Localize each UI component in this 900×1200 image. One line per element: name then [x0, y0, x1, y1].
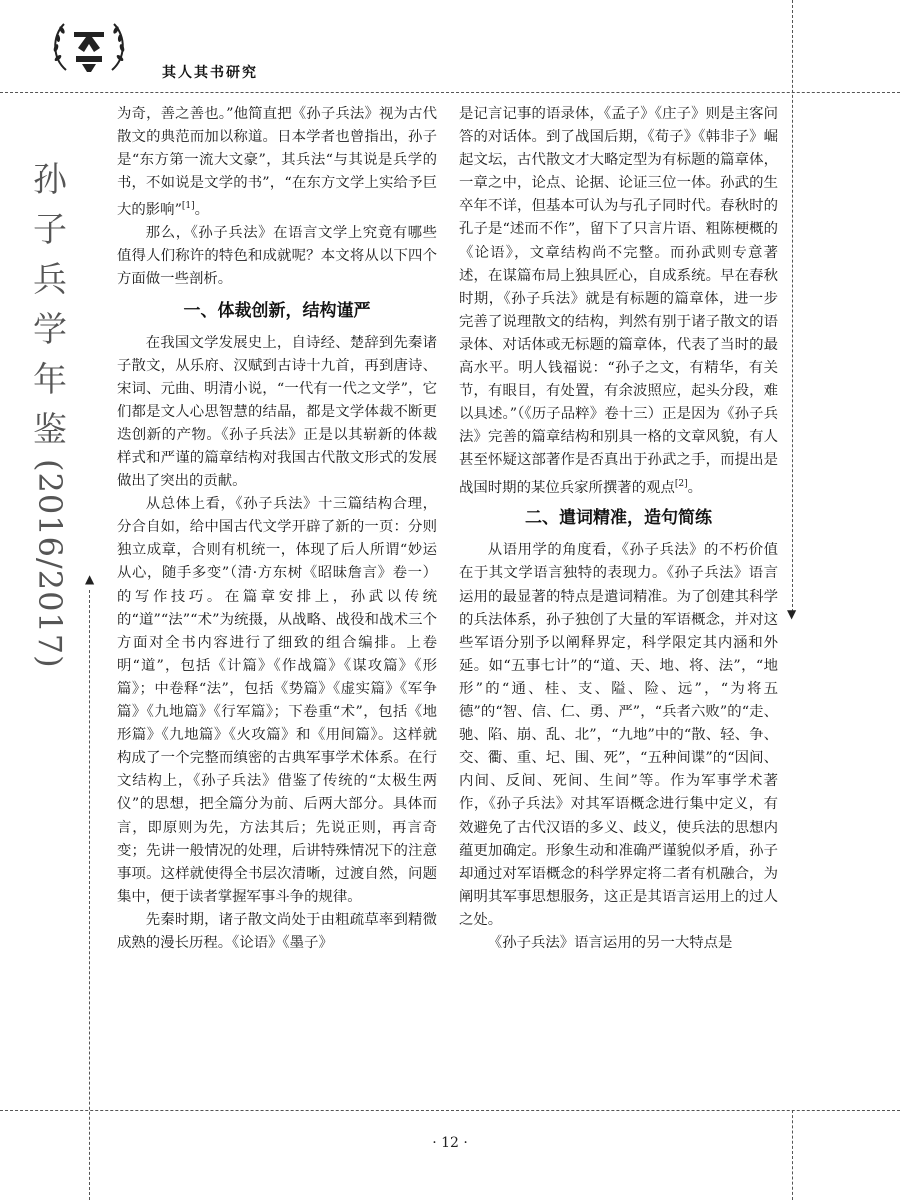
paragraph: [117, 103, 437, 222]
arrow-up-icon: ▲: [85, 572, 95, 586]
side-title-char: 年: [33, 360, 67, 400]
paragraph: 《孙子兵法》语言运用的另一大特点是: [487, 934, 733, 951]
paragraph-end: 。: [194, 202, 210, 219]
footer-divider: [0, 1110, 900, 1111]
citation-ref: [2]: [674, 478, 688, 489]
right-margin-guide: [792, 0, 793, 612]
paragraph: [459, 103, 778, 499]
paragraph-text: 为奇，善之善也。”他简直把《孙子兵法》视为古代散文的典范而加以称道。日本学者也曾指出，孙子是“东方第一流大文豪”，其兵法“与其说是兵学的书，不如说是文学的书”，“在东方文学上实给予巨大的影响”: [117, 106, 437, 219]
side-title-char: 子: [33, 210, 67, 250]
section-heading: 二、遣词精准，造句简练: [525, 508, 712, 529]
journal-logo-icon: [44, 18, 134, 78]
side-title-char: 孙: [33, 160, 67, 200]
arrow-down-icon: ▼: [787, 607, 797, 621]
right-column: [459, 103, 778, 955]
left-column: [117, 103, 437, 955]
right-margin-guide-bottom: [792, 1110, 793, 1200]
paragraph-end: 。: [687, 479, 703, 496]
paragraph: 在我国文学发展史上，自诗经、楚辞到先秦诸子散文，从乐府、汉赋到古诗十九首，再到唐诗、宋词、元曲、明清小说，“一代有一代之文学”，它们都是文人心思智慧的结晶，都是文学体裁不断更迭创新的产物。《孙子兵法》正是以其崭新的体裁样式和严谨的篇章结构对我国古代散文形式的发展做出了突出的贡献。: [117, 334, 437, 490]
section-label: 其人其书研究: [162, 65, 258, 81]
side-title: [22, 155, 78, 669]
side-title-year: (2016/2017): [31, 459, 69, 669]
paragraph: 那么，《孙子兵法》在语言文学上究竟有哪些值得人们称许的特色和成就呢？本文将从以下四个方面做一些剖析。: [117, 225, 437, 288]
paragraph-text: 是记言记事的语录体，《孟子》《庄子》则是主客问答的对话体。到了战国后期，《荀子》《韩非子》崛起文坛，古代散文才大略定型为有标题的篇章体，一章之中，论点、论据、论证三位一体。孙武的生卒年不详，但基本可认为与孔子同时代。春秋时的孔子是“述而不作”，留下了只言片语、粗陈梗概的《论语》，文章结构尚不完整。而孙武则专意著述，在谋篇布局上独具匠心，自成系统。早在春秋时期，《孙子兵法》就是有标题的篇章体，进一步完善了说理散文的结构，判然有别于诸子散文的语录体、对话体或无标题的篇章体，代表了当时的最高水平。明人钱福说：“孙子之文，有精华，有关节，有眼目，有处置，有余波照应，起头分段，难以具述。”（《历子品粹》卷十三）正是因为《孙子兵法》完善的篇章结构和别具一格的文章风貌，有人甚至怀疑这部著作是否真出于孙武之手，而提出是战国时期的某位兵家所撰著的观点: [459, 106, 778, 496]
paragraph: 先秦时期，诸子散文尚处于由粗疏草率到精微成熟的漫长历程。《论语》《墨子》: [117, 911, 437, 951]
citation-ref: [1]: [181, 201, 195, 212]
paragraph: 从语用学的角度看，《孙子兵法》的不朽价值在于其文学语言独特的表现力。《孙子兵法》语言运用的最显著的特点是遣词精准。为了创建其科学的兵法体系，孙子独创了大量的军语概念，并对这些军语分别予以阐释界定，科学限定其内涵和外延。如“五事七计”的“道、天、地、将、法”，“地形”的“通、桂、支、隘、险、远”，“为将五德”的“智、信、仁、勇、严”，“兵者六败”的“走、驰、陷、崩、乱、北”，“九地”中的“散、轻、争、交、衢、重、圮、围、死”，“五种间谍”的“因间、内间、反间、死间、生间”等。作为军事学术著作，《孙子兵法》对其军语概念进行集中定义，有效避免了古代汉语的多义、歧义，使兵法的思想内蕴更加确定。形象生动和准确严谨貌似矛盾，孙子却通过对军语概念的科学界定将二者有机融合，为阐明其军事思想服务，这正是其语言运用上的过人之处。: [459, 542, 778, 928]
side-title-char: 学: [33, 310, 67, 350]
section-heading: 一、体裁创新，结构谨严: [183, 300, 371, 321]
page-number: · 12 ·: [432, 1135, 468, 1151]
paragraph: 从总体上看，《孙子兵法》十三篇结构合理，分合自如，给中国古代文学开辟了新的一页：分则独立成章，合则有机统一，体现了后人所谓“妙运从心，随手多变”（清·方东树《昭昧詹言》卷一）的写作技巧。在篇章安排上，孙武以传统的“道”“法”“术”为统摄，从战略、战役和战术三个方面对全书内容进行了细致的组合编排。上卷明“道”，包括《计篇》《作战篇》《谋攻篇》《形篇》；中卷释“法”，包括《势篇》《虚实篇》《军争篇》《九地篇》《行军篇》；下卷重“术”，包括《地形篇》《九地篇》《火攻篇》和《用间篇》。这样就构成了一个完整而缜密的古典军事学术体系。在行文结构上，《孙子兵法》借鉴了传统的“太极生两仪”的思想，把全篇分为前、后两大部分。具体而言，即原则为先，方法其后；先说正则，再言奇变；先讲一般情况的处理，后讲特殊情况下的注意事项。这样就使得全书层次清晰，过渡自然，问题集中，便于读者掌握军事斗争的规律。: [117, 496, 437, 905]
header-divider: [0, 92, 900, 93]
side-title-char: 鉴: [33, 410, 67, 450]
left-margin-guide: [89, 590, 90, 1200]
side-title-char: 兵: [33, 260, 67, 300]
